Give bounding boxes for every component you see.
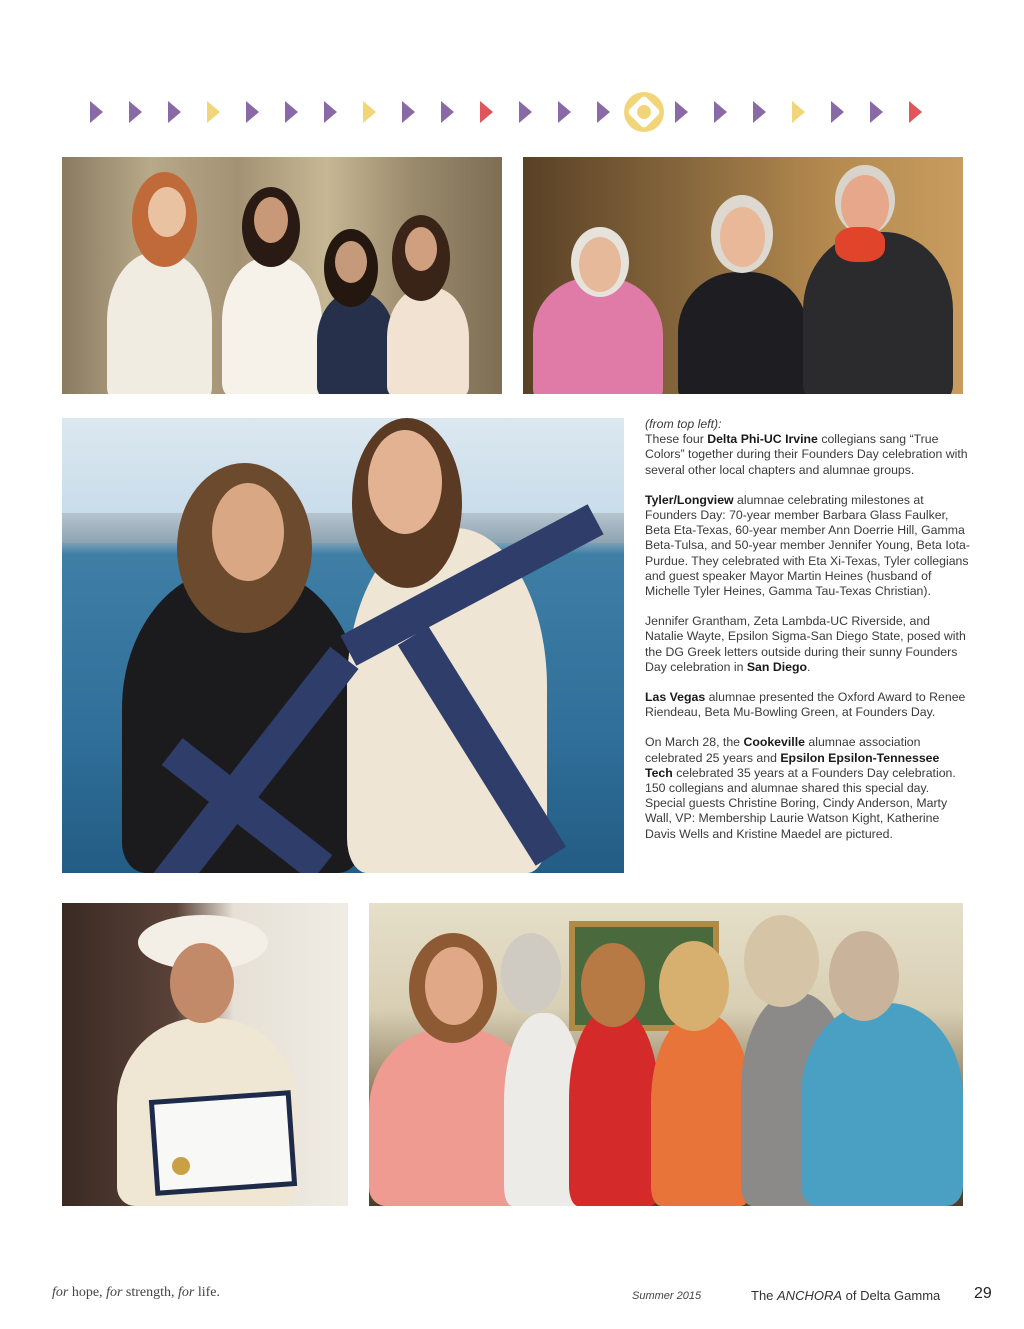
triangle-icon bbox=[285, 101, 298, 123]
triangle-icon bbox=[363, 101, 376, 123]
triangle-icon bbox=[753, 101, 766, 123]
triangle-icon bbox=[207, 101, 220, 123]
caption-column bbox=[645, 417, 970, 857]
page-number: 29 bbox=[974, 1285, 992, 1302]
caption-paragraph-4: Las Vegas alumnae presented the Oxford Award to Renee Riendeau, Beta Mu-Bowling Green, at Founders Day. bbox=[645, 690, 966, 720]
triangle-icon bbox=[675, 101, 688, 123]
caption-paragraph-2: Tyler/Longview alumnae celebrating milestones at Founders Day: 70-year member Barbara Glass Faulker, Beta Eta-Texas, 60-year member Ann Doerrie Hill, Gamma Beta-Tulsa, and 50-year member Jennifer Young, Beta Iota-Purdue. They celebrated with Eta Xi-Texas, Tyler collegians and guest speaker Mayor Martin Heines (husband of Michelle Tyler Heines, Gamma Tau-Texas Christian). bbox=[645, 492, 970, 599]
footer-issue-season: Summer 2015 bbox=[632, 1290, 702, 1302]
triangle-icon bbox=[129, 101, 142, 123]
caption-paragraph-3: Jennifer Grantham, Zeta Lambda-UC Riverside, and Natalie Wayte, Epsilon Sigma-San Diego State, posed with the DG Greek letters outside during their sunny Founders Day celebration in San Diego. bbox=[645, 614, 966, 674]
triangle-icon bbox=[870, 101, 883, 123]
triangle-icon bbox=[402, 101, 415, 123]
triangle-icon bbox=[519, 101, 532, 123]
caption-paragraph-5: On March 28, the Cookeville alumnae association celebrated 25 years and Epsilon Epsilon-Tennessee Tech celebrated 35 years at a Founders Day celebration. 150 collegians and alumnae shared this special day. Special guests Christine Boring, Cindy Anderson, Marty Wall, VP: Membership Laurie Watson Kight, Katherine Davis Wells and Kristine Maedel are pictured. bbox=[645, 735, 956, 841]
footer-motto: for hope, for strength, for life. bbox=[52, 1285, 221, 1300]
chapter-name: San Diego bbox=[746, 659, 807, 674]
triangle-icon bbox=[168, 101, 181, 123]
triangle-icon bbox=[90, 101, 103, 123]
photo-delta-phi-uc-irvine-collegians bbox=[62, 157, 502, 394]
chapter-name: Cookeville bbox=[743, 735, 805, 750]
triangle-icon bbox=[831, 101, 844, 123]
photo-tyler-longview-alumnae bbox=[523, 157, 963, 394]
triangle-icon bbox=[714, 101, 727, 123]
triangle-icon bbox=[909, 101, 922, 123]
triangle-icon bbox=[558, 101, 571, 123]
triangle-icon bbox=[441, 101, 454, 123]
medallion-icon bbox=[624, 92, 664, 132]
photo-cookeville-founders-day bbox=[369, 903, 963, 1206]
triangle-icon bbox=[246, 101, 259, 123]
caption-paragraph-1: (from top left): These four Delta Phi-UC Irvine collegians sang “True Colors” together during their Founders Day celebration with several other local chapters and alumnae groups. bbox=[645, 417, 970, 478]
footer-magazine-title: The ANCHORA of Delta Gamma bbox=[751, 1288, 941, 1303]
triangle-icon bbox=[597, 101, 610, 123]
chapter-name: Delta Phi-UC Irvine bbox=[707, 432, 818, 447]
photo-las-vegas-oxford-award bbox=[62, 903, 348, 1206]
triangle-icon bbox=[324, 101, 337, 123]
decorative-triangle-row bbox=[90, 92, 930, 130]
chapter-name: Epsilon Epsilon-Tennessee Tech bbox=[645, 750, 940, 780]
chapter-name: Tyler/Longview bbox=[645, 492, 734, 507]
chapter-name: Las Vegas bbox=[645, 690, 706, 705]
caption-intro: (from top left): bbox=[645, 417, 722, 431]
triangle-icon bbox=[480, 101, 493, 123]
photo-san-diego-greek-letters bbox=[62, 418, 624, 873]
triangle-icon bbox=[792, 101, 805, 123]
